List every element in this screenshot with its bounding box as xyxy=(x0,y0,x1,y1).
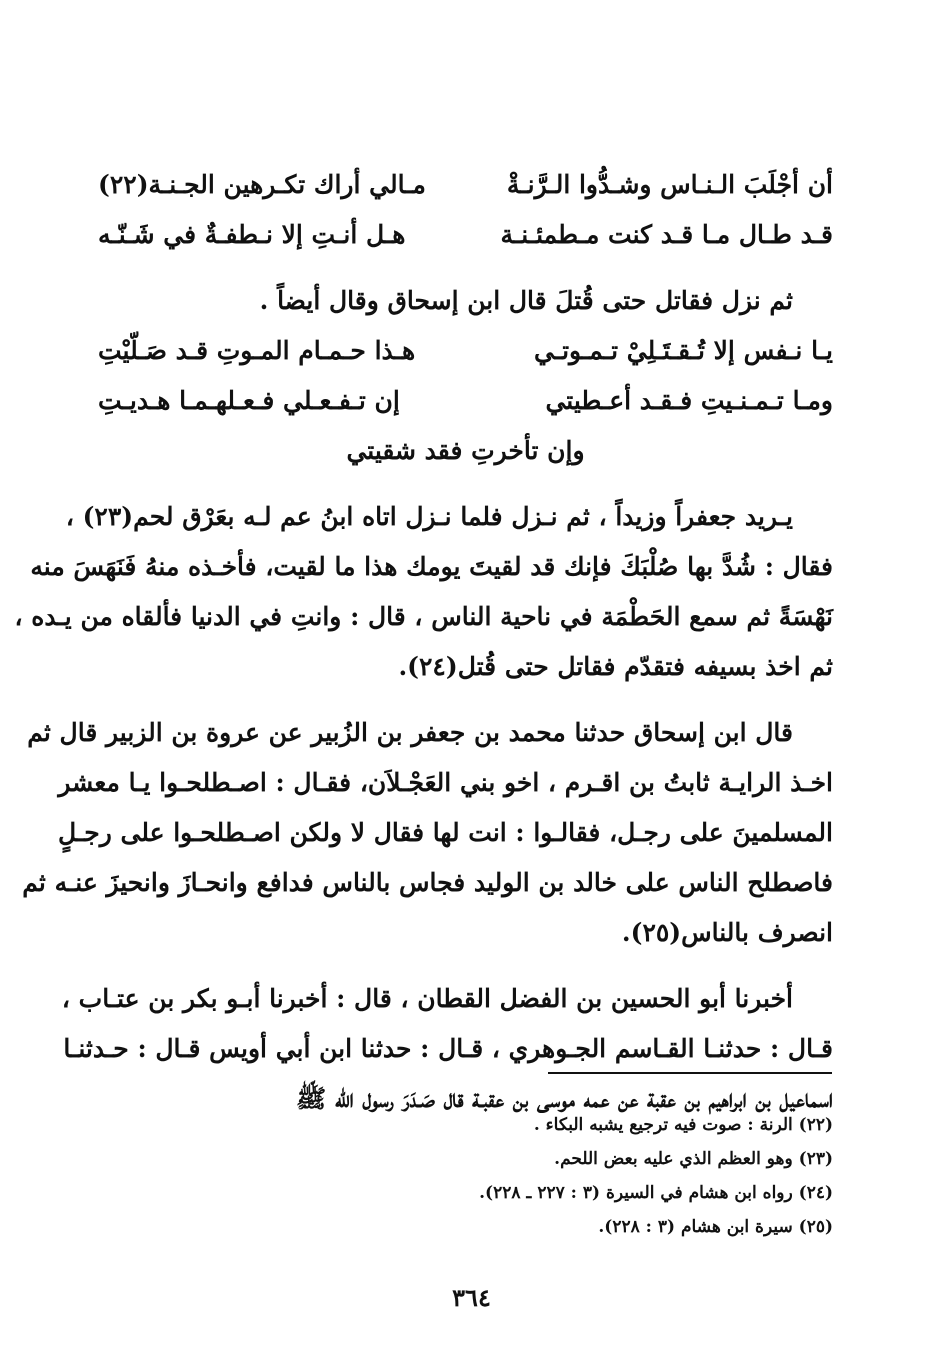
narration-line: ثم نزل فقاتل حتى قُتلَ قال ابن إسحاق وقال أيضاً . xyxy=(259,286,793,315)
footnotes xyxy=(313,1108,833,1244)
paragraph-line: انصرف بالناس(٢٥). xyxy=(621,918,833,947)
footnote: (٢٢) الرنة : صوت فيه ترجيع يشبه البكاء . xyxy=(533,1115,833,1135)
paragraph-line: اسماعيل بن ابراهيم بن عقبة عن عمه موسى بن عقبـة قال صَـدَرَ رسول الله ﷺ xyxy=(296,1084,833,1113)
paragraph-line: فاصطلح الناس على خالد بن الوليد فجاس بالناس فدافع وانحـازَ وانحيزَ عنـه ثم xyxy=(22,868,833,897)
verse-hemistich-right: يـا نـفس إلا تُـقـتَـلِيْ تـمـوتـي xyxy=(533,336,833,365)
footnote: (٢٤) رواه ابن هشام في السيرة (٣ : ٢٢٧ ـ ٢٢٨). xyxy=(479,1183,833,1203)
paragraph-line: فقال : شُدَّ بها صُلْبَكَ فإنك قد لقيتَ يومك هذا ما لقيت، فأخـذه منهُ فَنَهَسَ منه xyxy=(30,552,833,581)
poem-verse xyxy=(98,160,833,210)
paragraph-line: قـال : حدثنـا القـاسم الجـوهري ، قـال : حدثنا ابن أبي أويس قـال : حـدثنـا xyxy=(63,1034,833,1063)
footnote: (٢٥) سيرة ابن هشام (٣ : ٢٢٨). xyxy=(598,1217,833,1237)
poem-verse xyxy=(98,326,833,376)
page-body xyxy=(14,160,833,1124)
paragraph-line: يـريد جعفراً وزيداً ، ثم نـزل فلما نـزل اتاه ابنُ عم لـه بعَرْق لحم(٢٣) ، xyxy=(65,502,793,531)
footnote: (٢٣) وهو العظم الذي عليه بعض اللحم. xyxy=(554,1149,833,1169)
poem-verse xyxy=(98,376,833,426)
poem-final-verse: وإن تأخرتِ فقد شقيتي xyxy=(346,436,585,465)
verse-hemistich-right: ومـا تـمـنـيتِ فـقـد أعـطيتي xyxy=(545,386,833,415)
footnote-separator xyxy=(548,1072,832,1074)
verse-hemistich-right: قـد طـال مـا قـد كنت مـطمئـنـة xyxy=(500,220,833,249)
poem-verse xyxy=(98,210,833,260)
page-number: ٣٦٤ xyxy=(452,1283,491,1312)
verse-hemistich-left: مـالي أراك تكـرهين الجـنـة(٢٢) xyxy=(98,170,426,199)
paragraph-line: المسلمينَ على رجـل، فقالـوا : انت لها فقال لا ولكن اصـطلحـوا على رجـلٍ xyxy=(58,818,833,847)
paragraph-line: نَهْسَةً ثم سمع الحَطْمَة في ناحية الناس ، قال : وانتِ في الدنيا فألقاه من يـده ، xyxy=(14,602,833,631)
paragraph-line: قال ابن إسحاق حدثنا محمد بن جعفر بن الزُبير عن عروة بن الزبير قال ثم xyxy=(27,718,793,747)
paragraph-line: اخـذ الرايـة ثابتُ بن اقـرم ، اخو بني العَجْـلاَن، فقـال : اصـطلحـوا يـا معشر xyxy=(58,768,833,797)
verse-hemistich-right: أن أجْلَبَ الـنـاس وشـدُّوا الـرَّنـةْ xyxy=(506,170,833,199)
paragraph-line: أخبرنا أبو الحسين بن الفضل القطان ، قال : أخبرنا أبـو بكر بن عتـاب ، xyxy=(61,984,793,1013)
verse-hemistich-left: هـل أنـتِ إلا نـطفـةٌ في شَـنّـه xyxy=(98,220,406,249)
paragraph-line: ثم اخذ بسيفه فتقدّم فقاتل حتى قُتل(٢٤). xyxy=(398,652,833,681)
verse-hemistich-left: إن تـفـعـلي فـعـلهـمـا هـديـتِ xyxy=(98,386,400,415)
verse-hemistich-left: هـذا حـمـام المـوتِ قـد صَـلّيْتِ xyxy=(98,336,416,365)
